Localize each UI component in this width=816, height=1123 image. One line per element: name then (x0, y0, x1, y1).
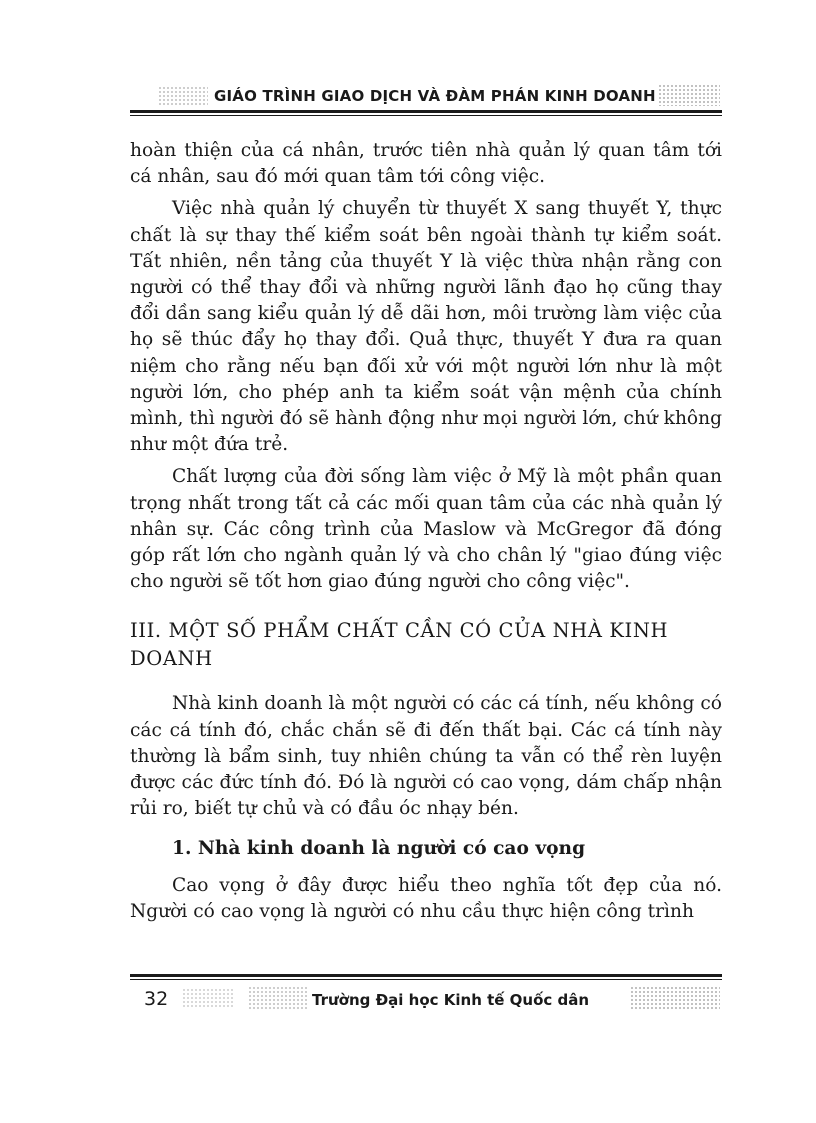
header-title: GIÁO TRÌNH GIAO DỊCH VÀ ĐÀM PHÁN KINH DOANH (214, 87, 656, 105)
subsection-heading: 1. Nhà kinh doanh là người có cao vọng (172, 838, 586, 860)
paragraph-theory-y: Việc nhà quản lý chuyển từ thuyết X sang thuyết Y, thực chất là sự thay thế kiểm soát bên ngoài thành tự kiểm soát. Tất nhiên, nền tảng của thuyết Y là việc thừa nhận rằng con người có thể thay đổi và những người lãnh đạo họ cũng thay đổi dần sang kiểu quản lý dễ dãi hơn, môi trường làm việc của họ sẽ thúc đẩy họ thay đổi. Quả thực, thuyết Y đưa ra quan niệm cho rằng nếu bạn đối xử với một người lớn như là một người lớn, cho phép anh ta kiểm soát vận mệnh của chính mình, thì người đó sẽ hành động như mọi người lớn, chứ không như một đứa trẻ. (130, 198, 722, 456)
page-body (130, 138, 722, 925)
running-footer (130, 974, 722, 1024)
paragraph-continued: hoàn thiện của cá nhân, trước tiên nhà quản lý quan tâm tới cá nhân, sau đó mới quan tâm tới công việc. (130, 140, 722, 188)
header-halftone-left (158, 86, 208, 106)
paragraph-ambition: Cao vọng ở đây được hiểu theo nghĩa tốt đẹp của nó. Người có cao vọng là người có nhu cầu thực hiện công trình (130, 874, 722, 922)
section-heading: III. MỘT SỐ PHẨM CHẤT CẦN CÓ CỦA NHÀ KINH DOANH (130, 619, 669, 671)
header-rule (130, 110, 722, 113)
header-halftone-right (658, 84, 720, 106)
paragraph-section-intro: Nhà kinh doanh là một người có các cá tính, nếu không có các cá tính đó, chắc chắn sẽ đi đến thất bại. Các cá tính này thường là bẩm sinh, tuy nhiên chúng ta vẫn có thể rèn luyện được các đức tính đó. Đó là người có cao vọng, dám chấp nhận rủi ro, biết tự chủ và có đầu óc nhạy bén. (130, 693, 722, 820)
page-number: 32 (144, 988, 169, 1010)
running-header (130, 80, 722, 114)
footer-halftone-2 (248, 986, 308, 1010)
footer-halftone-1 (182, 988, 234, 1008)
paragraph-quality-of-work-life: Chất lượng của đời sống làm việc ở Mỹ là một phần quan trọng nhất trong tất cả các mối quan tâm của các nhà quản lý nhân sự. Các công trình của Maslow và McGregor đã đóng góp rất lớn cho ngành quản lý và cho chân lý "giao đúng việc cho người sẽ tốt hơn giao đúng người cho công việc". (130, 466, 722, 593)
footer-institution: Trường Đại học Kinh tế Quốc dân (312, 991, 590, 1009)
footer-halftone-3 (630, 986, 720, 1010)
header-rule-thin (130, 115, 722, 116)
footer-rule-thin (130, 979, 722, 980)
footer-rule (130, 974, 722, 977)
